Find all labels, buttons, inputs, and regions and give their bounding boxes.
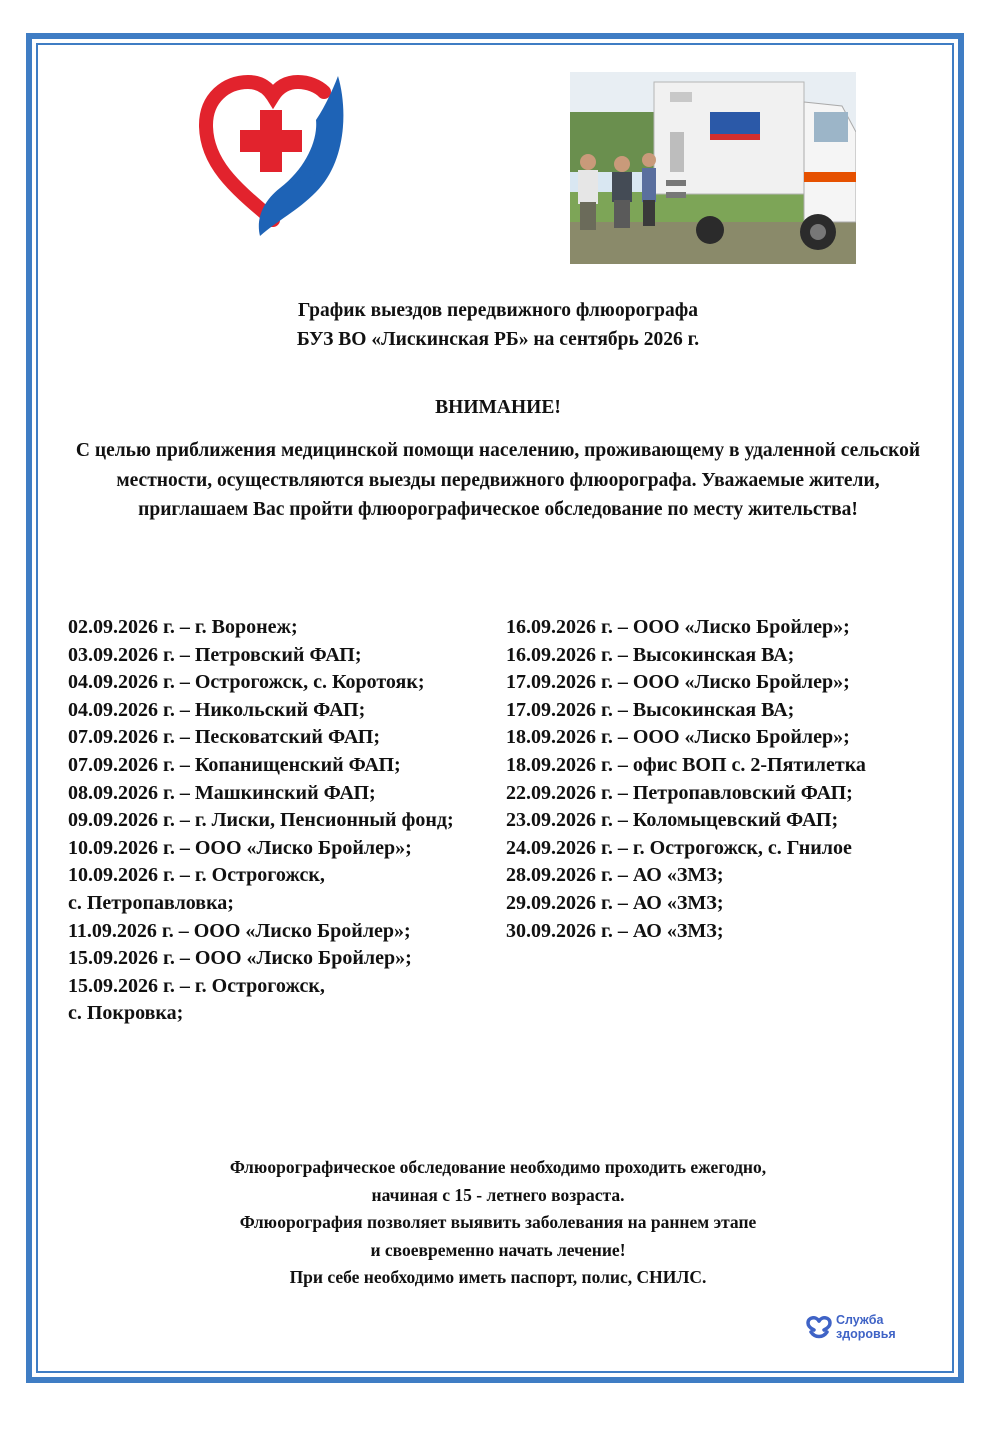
footer-line: Флюорография позволяет выявить заболевания на раннем этапе [239,1212,757,1232]
schedule-item: 30.09.2026 г. – АО «ЗМЗ; [506,919,724,942]
schedule-item: с. Покровка; [68,1002,184,1025]
schedule-item: 28.09.2026 г. – АО «ЗМЗ; [506,864,724,887]
title-line-1: График выездов передвижного флюорографа [297,300,699,321]
schedule-item: 02.09.2026 г. – г. Воронеж; [68,616,298,638]
schedule-item: 08.09.2026 г. – Машкинский ФАП; [68,781,376,804]
schedule-item: 04.09.2026 г. – Острогожск, с. Коротояк; [68,671,425,694]
title-line-2: БУЗ ВО «Лискинская РБ» на сентябрь 2026 г. [296,329,700,350]
schedule-item: 22.09.2026 г. – Петропавловский ФАП; [506,781,853,804]
footer-line: начиная с 15 - летнего возраста. [371,1184,625,1205]
schedule-item: 17.09.2026 г. – ООО «Лиско Бройлер»; [506,671,850,694]
schedule-item: 16.09.2026 г. – ООО «Лиско Бройлер»; [506,616,850,638]
schedule-item: 16.09.2026 г. – Высокинская ВА; [506,643,795,666]
brand-line-2: здоровья [836,1327,896,1341]
mobile-fluorograph-truck-photo [570,72,856,264]
schedule-left-column [68,614,500,1028]
brand-line-1: Служба [836,1313,884,1327]
schedule-item: 09.09.2026 г. – г. Лиски, Пенсионный фонд; [68,809,454,832]
schedule-item: 11.09.2026 г. – ООО «Лиско Бройлер»; [68,919,411,942]
intro-paragraph: С целью приближения медицинской помощи населению, проживающему в удаленной сельской местности, осуществляются выезды передвижного флюорографа. Уважаемые жители, приглашаем Вас пройти флюорографическое обследование по месту жительства! [75,440,921,520]
schedule-item: 24.09.2026 г. – г. Острогожск, с. Гнилое [506,836,852,859]
footer-line: Флюорографическое обследование необходимо проходить ежегодно, [229,1157,767,1177]
schedule-item: 15.09.2026 г. – ООО «Лиско Бройлер»; [68,947,412,970]
schedule-item: 07.09.2026 г. – Песковатский ФАП; [68,726,381,749]
schedule-item: 29.09.2026 г. – АО «ЗМЗ; [506,891,724,914]
page-title [100,296,896,354]
schedule-item: 17.09.2026 г. – Высокинская ВА; [506,698,795,721]
schedule-item: 10.09.2026 г. – г. Острогожск, [68,864,325,887]
schedule-item: 03.09.2026 г. – Петровский ФАП; [68,643,362,666]
footer-line: При себе необходимо иметь паспорт, полис, СНИЛС. [289,1267,707,1287]
schedule-item: 23.09.2026 г. – Коломыцевский ФАП; [506,809,839,832]
brand-name [836,1313,896,1341]
schedule-item: 04.09.2026 г. – Никольский ФАП; [68,698,366,721]
schedule-right-column [506,614,936,945]
schedule-item: 18.09.2026 г. – офис ВОП с. 2-Пятилетка [506,753,866,776]
brand-logo [806,1311,916,1345]
footer-line: и своевременно начать лечение! [370,1239,626,1260]
footer-note [100,1154,896,1292]
schedule-item: 07.09.2026 г. – Копанищенский ФАП; [68,753,401,776]
heart-smile-icon [806,1315,832,1341]
schedule-item: 18.09.2026 г. – ООО «Лиско Бройлер»; [506,726,850,749]
schedule-item: 15.09.2026 г. – г. Острогожск, [68,974,325,997]
schedule-item: с. Петропавловка; [68,891,234,914]
attention-heading: ВНИМАНИЕ! [435,397,561,418]
heart-cross-hand-icon [198,70,348,238]
schedule-item: 10.09.2026 г. – ООО «Лиско Бройлер»; [68,836,412,859]
